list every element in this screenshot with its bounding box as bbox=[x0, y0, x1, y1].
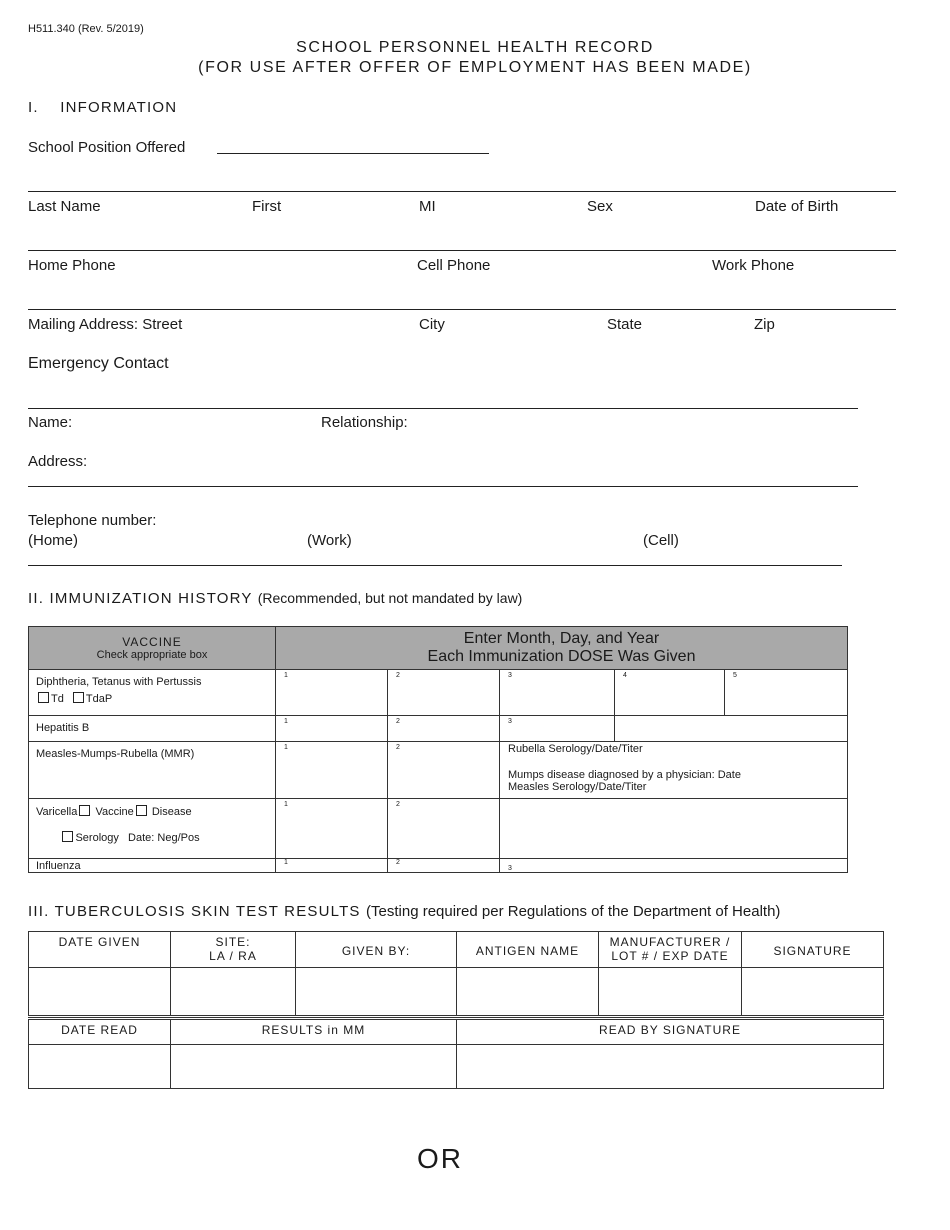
varicella-serology-label: Serology Date: Neg/Pos bbox=[75, 832, 200, 844]
cell-phone-label: Cell Phone bbox=[417, 257, 491, 274]
mumps-label: Mumps disease diagnosed by a physician: Date bbox=[508, 769, 741, 781]
table-row bbox=[29, 670, 848, 716]
home-tel-label: (Home) bbox=[28, 532, 79, 549]
vaccine-header: VACCINE bbox=[122, 635, 182, 649]
varicella-notes[interactable] bbox=[500, 799, 848, 859]
given-by-field[interactable] bbox=[296, 968, 457, 1016]
date-given-header: DATE GIVEN bbox=[29, 932, 171, 968]
vaccine-header-cell bbox=[29, 627, 276, 670]
varicella-vaccine-checkbox[interactable] bbox=[79, 805, 90, 816]
site-field[interactable] bbox=[171, 968, 296, 1016]
varicella-disease-checkbox[interactable] bbox=[136, 805, 147, 816]
date-read-header: DATE READ bbox=[29, 1019, 171, 1045]
telephone-label: Telephone number: bbox=[28, 512, 157, 529]
td-label: Td bbox=[51, 693, 64, 705]
influenza-dose-3[interactable]: 3 bbox=[500, 859, 848, 873]
rubella-label: Rubella Serology/Date/Titer bbox=[508, 743, 643, 755]
tdap-label: TdaP bbox=[85, 693, 113, 705]
city-label: City bbox=[419, 316, 445, 333]
mmr-label: Measles-Mumps-Rubella (MMR) bbox=[29, 742, 276, 799]
zip-label: Zip bbox=[754, 316, 775, 333]
street-label: Mailing Address: Street bbox=[28, 316, 183, 333]
tb-given-table bbox=[28, 931, 884, 1016]
table-row bbox=[29, 968, 884, 1016]
signature-header: SIGNATURE bbox=[742, 932, 884, 968]
sex-label: Sex bbox=[587, 198, 613, 215]
name-row-line[interactable] bbox=[28, 191, 896, 192]
last-name-label: Last Name bbox=[28, 198, 101, 215]
dob-label: Date of Birth bbox=[755, 198, 839, 215]
read-by-header: READ BY SIGNATURE bbox=[457, 1019, 884, 1045]
manufacturer-header-line1: MANUFACTURER / bbox=[609, 935, 731, 949]
varicella-cell bbox=[29, 799, 276, 859]
table-row bbox=[29, 1045, 884, 1089]
work-phone-label: Work Phone bbox=[712, 257, 795, 274]
antigen-header: ANTIGEN NAME bbox=[457, 932, 599, 968]
mmr-serology-cell[interactable] bbox=[500, 742, 848, 799]
varicella-vaccine-label: Vaccine bbox=[95, 806, 134, 818]
given-by-header: GIVEN BY: bbox=[296, 932, 457, 968]
hepb-dose-2[interactable]: 2 bbox=[388, 716, 500, 742]
manufacturer-header-line2: LOT # / EXP DATE bbox=[611, 949, 729, 963]
td-checkbox[interactable] bbox=[38, 692, 49, 703]
immunization-table bbox=[28, 626, 848, 873]
dtp-dose-5[interactable]: 5 bbox=[725, 670, 848, 716]
varicella-disease-label: Disease bbox=[151, 806, 192, 818]
table-row bbox=[29, 799, 848, 859]
home-phone-label: Home Phone bbox=[28, 257, 116, 274]
work-tel-label: (Work) bbox=[307, 532, 352, 549]
date-read-field[interactable] bbox=[29, 1045, 171, 1089]
telephone-line[interactable] bbox=[28, 565, 842, 566]
emergency-address-label: Address: bbox=[28, 453, 88, 470]
mmr-dose-1[interactable]: 1 bbox=[276, 742, 388, 799]
form-subtitle: (FOR USE AFTER OFFER OF EMPLOYMENT HAS BEEN MADE) bbox=[198, 59, 752, 76]
table-row bbox=[29, 859, 848, 873]
form-title: SCHOOL PERSONNEL HEALTH RECORD bbox=[296, 39, 654, 56]
relationship-label: Relationship: bbox=[321, 414, 408, 431]
hepb-empty bbox=[615, 716, 848, 742]
results-header: RESULTS in MM bbox=[171, 1019, 457, 1045]
date-given-field[interactable] bbox=[29, 968, 171, 1016]
manufacturer-header bbox=[599, 932, 742, 968]
emergency-name-label: Name: bbox=[28, 414, 73, 431]
or-divider-text: OR bbox=[417, 1143, 463, 1174]
hepb-label: Hepatitis B bbox=[29, 716, 276, 742]
table-row bbox=[29, 742, 848, 799]
position-offered-label: School Position Offered bbox=[28, 139, 186, 156]
read-by-field[interactable] bbox=[457, 1045, 884, 1089]
hepb-dose-3[interactable]: 3 bbox=[500, 716, 615, 742]
cell-tel-label: (Cell) bbox=[643, 532, 679, 549]
emergency-name-line[interactable] bbox=[28, 408, 858, 409]
dose-header-line2: Each Immunization DOSE Was Given bbox=[427, 648, 696, 665]
influenza-dose-1[interactable]: 1 bbox=[276, 859, 388, 873]
dose-header-cell bbox=[276, 627, 848, 670]
address-row-line[interactable] bbox=[28, 309, 896, 310]
tb-heading bbox=[28, 903, 780, 920]
position-offered-field[interactable] bbox=[217, 153, 489, 154]
dtp-dose-4[interactable]: 4 bbox=[615, 670, 725, 716]
measles-label: Measles Serology/Date/Titer bbox=[508, 781, 647, 793]
vaccine-subheader: Check appropriate box bbox=[96, 649, 208, 661]
middle-initial-label: MI bbox=[419, 198, 436, 215]
site-header-line2: LA / RA bbox=[209, 949, 257, 963]
signature-field[interactable] bbox=[742, 968, 884, 1016]
tb-title: III. TUBERCULOSIS SKIN TEST RESULTS bbox=[28, 903, 361, 920]
site-header-line1: SITE: bbox=[215, 935, 251, 949]
form-id: H511.340 (Rev. 5/2019) bbox=[28, 23, 144, 35]
antigen-field[interactable] bbox=[457, 968, 599, 1016]
varicella-dose-2[interactable]: 2 bbox=[388, 799, 500, 859]
first-name-label: First bbox=[252, 198, 282, 215]
dtp-vaccine-cell bbox=[29, 670, 276, 716]
immunization-heading bbox=[28, 590, 522, 607]
dtp-dose-3[interactable]: 3 bbox=[500, 670, 615, 716]
influenza-label: Influenza bbox=[29, 859, 276, 873]
dtp-label: Diphtheria, Tetanus with Pertussis bbox=[36, 676, 202, 688]
dose-header-line1: Enter Month, Day, and Year bbox=[463, 630, 660, 647]
results-field[interactable] bbox=[171, 1045, 457, 1089]
immunization-title: II. IMMUNIZATION HISTORY bbox=[28, 590, 253, 607]
emergency-address-line[interactable] bbox=[28, 486, 858, 487]
dtp-dose-1[interactable]: 1 bbox=[276, 670, 388, 716]
varicella-serology-checkbox[interactable] bbox=[62, 831, 73, 842]
influenza-dose-2[interactable]: 2 bbox=[388, 859, 500, 873]
state-label: State bbox=[607, 316, 643, 333]
section-information-heading: I. INFORMATION bbox=[28, 99, 178, 116]
mmr-dose-2[interactable]: 2 bbox=[388, 742, 500, 799]
phone-row-line[interactable] bbox=[28, 250, 896, 251]
hepb-dose-1[interactable]: 1 bbox=[276, 716, 388, 742]
varicella-label: Varicella bbox=[36, 806, 78, 818]
immunization-note: (Recommended, but not mandated by law) bbox=[257, 590, 523, 606]
tb-note: (Testing required per Regulations of the Department of Health) bbox=[366, 903, 781, 920]
manufacturer-field[interactable] bbox=[599, 968, 742, 1016]
emergency-contact-heading: Emergency Contact bbox=[28, 355, 169, 372]
table-row bbox=[29, 716, 848, 742]
tb-read-table bbox=[28, 1017, 884, 1089]
site-header bbox=[171, 932, 296, 968]
varicella-dose-1[interactable]: 1 bbox=[276, 799, 388, 859]
dtp-dose-2[interactable]: 2 bbox=[388, 670, 500, 716]
tdap-checkbox[interactable] bbox=[73, 692, 84, 703]
